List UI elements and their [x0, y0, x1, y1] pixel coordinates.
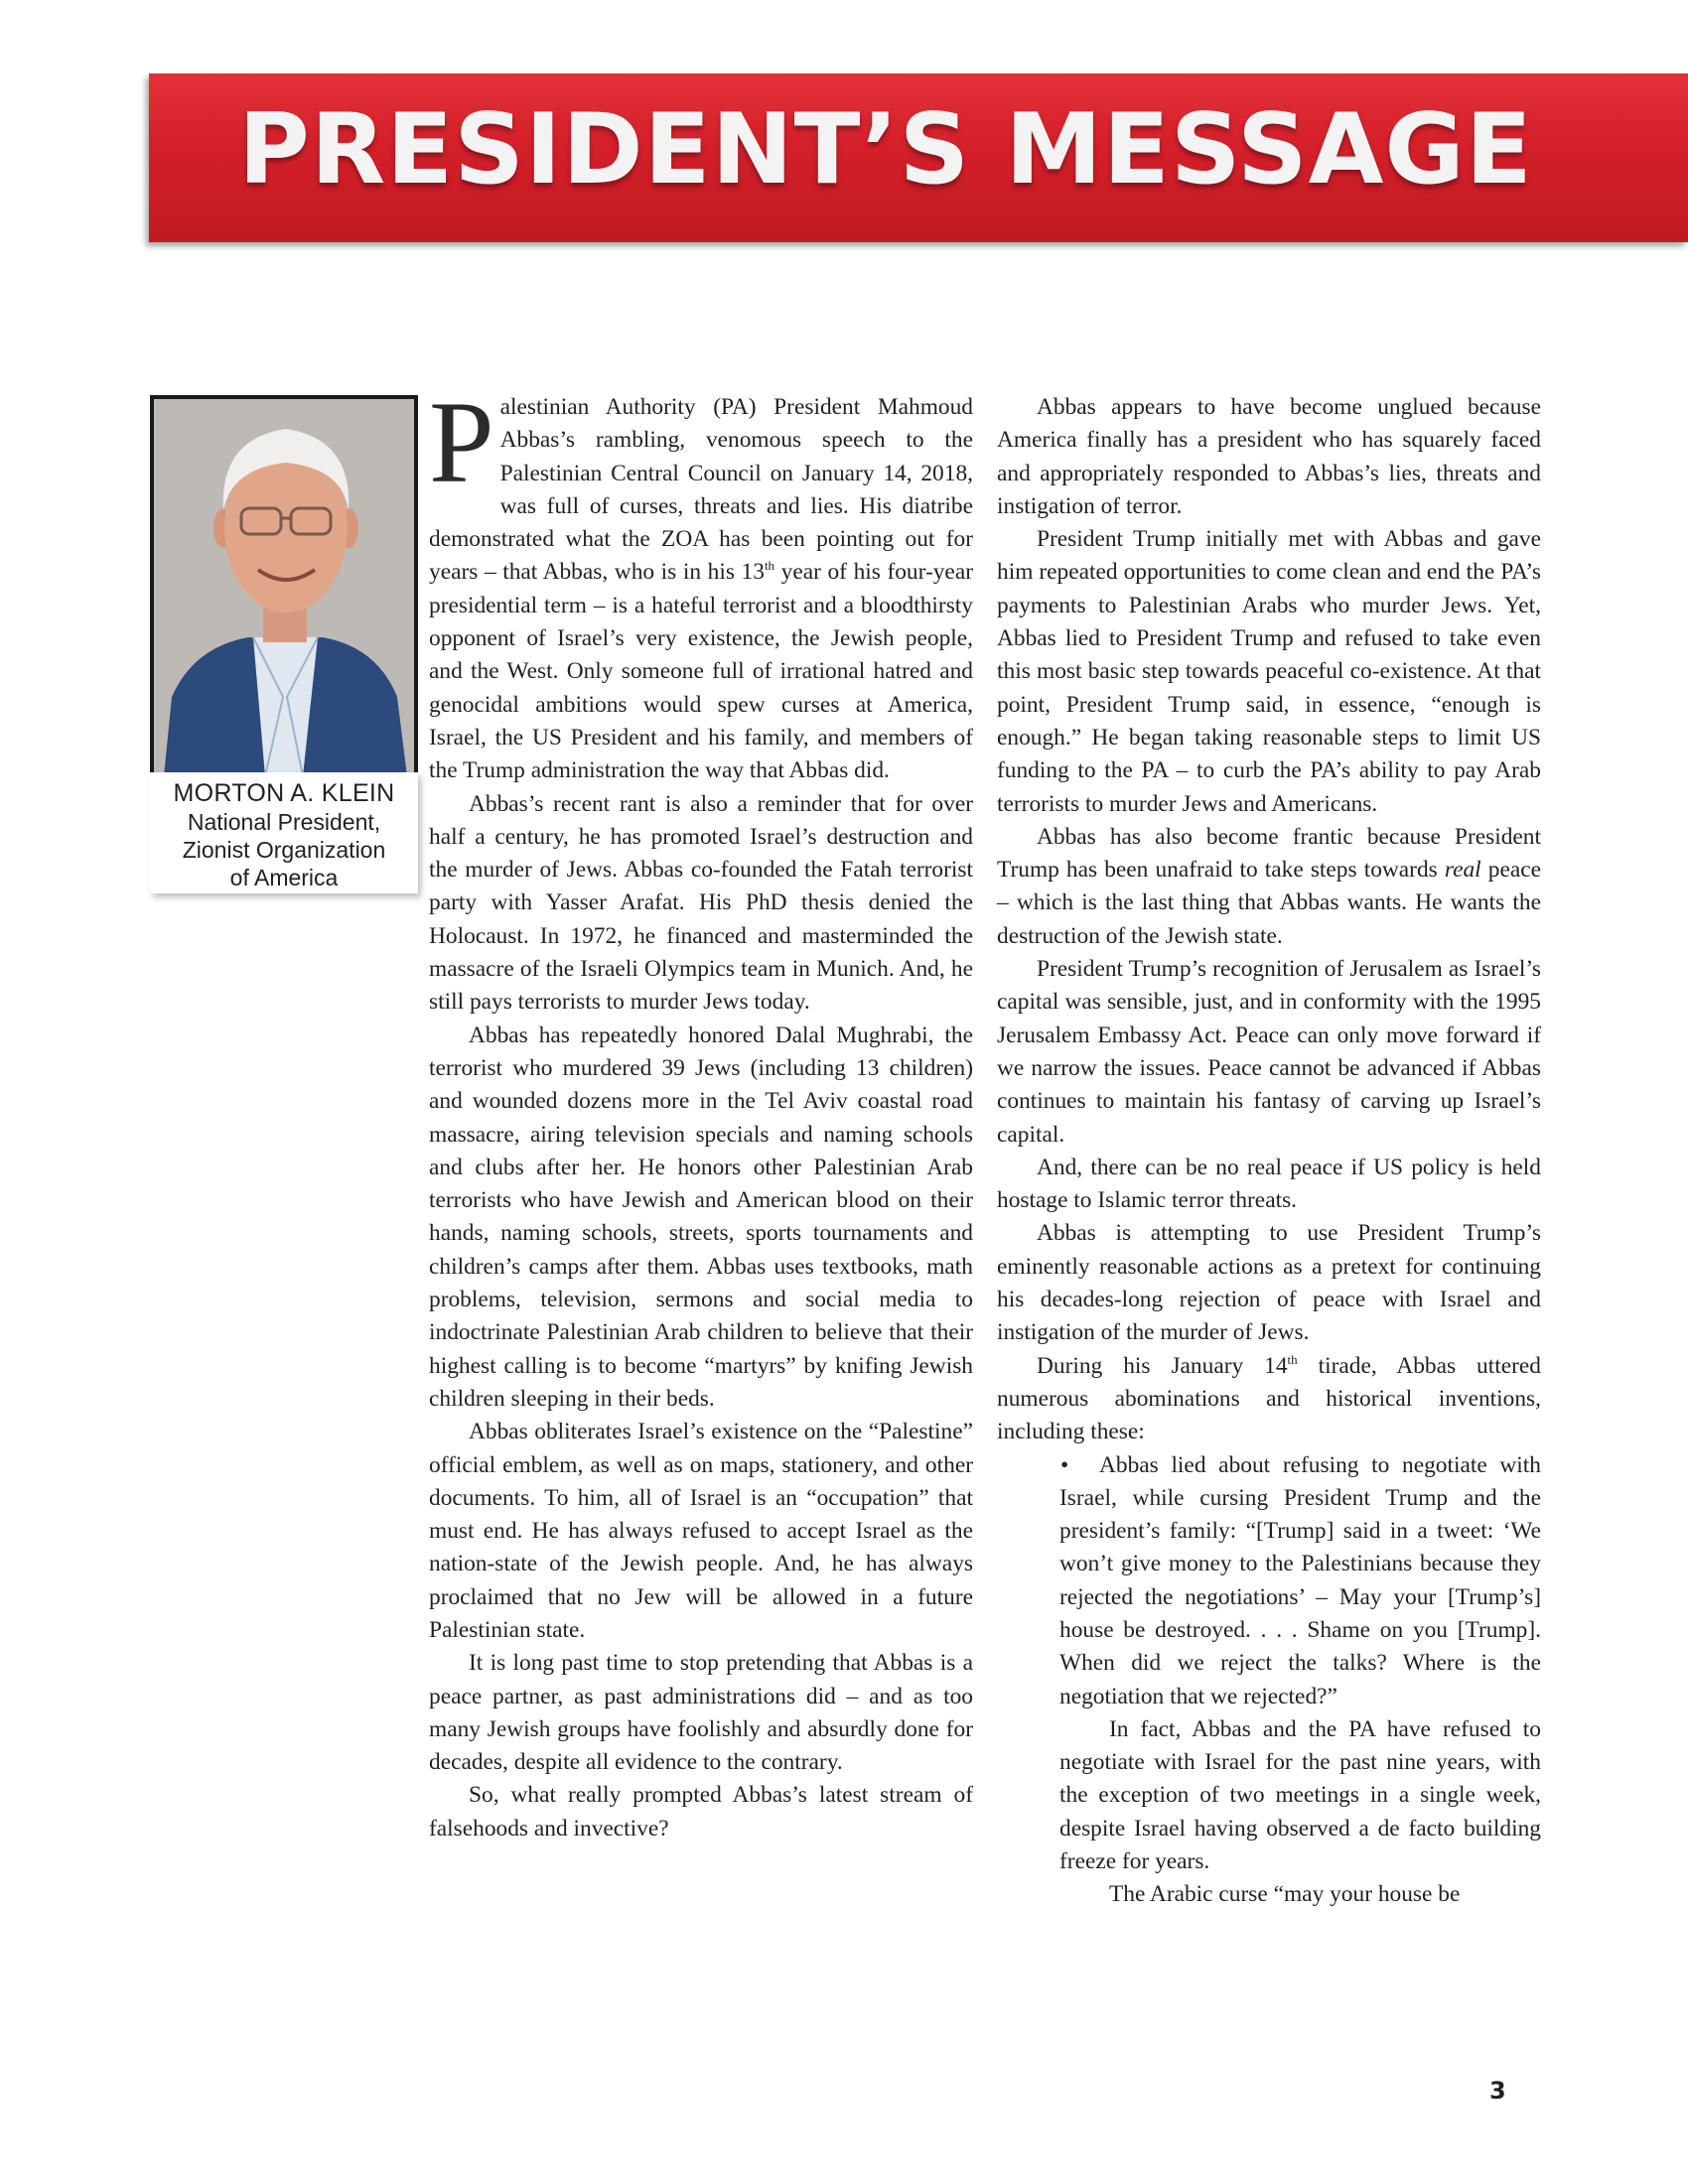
page-number: 3	[1489, 2077, 1506, 2105]
bullet-item: • Abbas lied about refusing to negotiate with Israel, while cursing President Trump and the president’s family: “[Trump] said in a tweet: ‘We won’t give money to the Palestinians because they rejected the negotiations’ – May your [Trump’s] house be destroyed. . . . Shame on you [Trump]. When did we reject the talks? Where is the negotiation that we rejected?”	[997, 1449, 1541, 1713]
author-title-line: of America	[229, 865, 339, 890]
article-paragraph: Abbas’s recent rant is also a reminder that for over half a century, he has promoted Israel’s destruction and the murder of Jews. Abbas co-founded the Fatah terrorist party with Yasser Arafat. His PhD thesis denied the Holocaust. In 1972, he financed and masterminded the massacre of the Israeli Olympics team in Munich. And, he still pays terrorists to murder Jews today.	[429, 790, 973, 1016]
author-caption	[150, 772, 418, 893]
article-paragraph: Abbas has also become frantic because President Trump has been unafraid to take steps towards real peace – which is the last thing that Abbas wants. He wants the destruction of the Jewish state.	[997, 823, 1541, 949]
page-title: PRESIDENT’S MESSAGE	[238, 93, 1533, 206]
article-paragraph: President Trump’s recognition of Jerusalem as Israel’s capital was sensible, just, and in conformity with the 1995 Jerusalem Embassy Act. Peace can only move forward if we narrow the issues. Peace cannot be advanced if Abbas continues to maintain his fantasy of carving up Israel’s capital.	[997, 956, 1541, 1148]
article-column-1	[429, 377, 973, 1845]
header-banner	[149, 73, 1688, 242]
article-paragraph: During his January 14th tirade, Abbas uttered numerous abominations and historical inventions, including these:	[997, 1351, 1541, 1445]
article-paragraph: Abbas is attempting to use President Trump’s eminently reasonable actions as a pretext for continuing his decades-long rejection of peace with Israel and instigation of the murder of Jews.	[997, 1220, 1541, 1346]
article-paragraph: It is long past time to stop pretending that Abbas is a peace partner, as past administrations did – and as too many Jewish groups have foolishly and absurdly done for decades, despite all evidence to the contrary.	[429, 1650, 973, 1776]
portrait-image	[154, 399, 414, 776]
bullet-icon: •	[1060, 1451, 1069, 1478]
article-paragraph: In fact, Abbas and the PA have refused to negotiate with Israel for the past nine years, with the exception of two meetings in a single week, despite Israel having observed a de facto building freeze for years.	[1059, 1715, 1541, 1875]
article-paragraph: Palestinian Authority (PA) President Mahmoud Abbas’s rambling, venomous speech to the Palestinian Central Council on January 14, 2018, was full of curses, threats and lies. His diatribe demonstrated what the ZOA has been pointing out for years – that Abbas, who is in his 13th year of his four-year presidential term – is a hateful terrorist and a bloodthirsty opponent of Israel’s very existence, the Jewish people, and the West. Only someone full of irrational hatred and genocidal ambitions would spew curses at America, Israel, the US President and his family, and members of the Trump administration the way that Abbas did.	[429, 377, 973, 784]
author-name: MORTON A. KLEIN	[173, 779, 395, 807]
drop-cap: P	[429, 377, 494, 507]
article-paragraph: Abbas obliterates Israel’s existence on the “Palestine” official emblem, as well as on maps, stationery, and other documents. To him, all of Israel is an “occupation” that must end. He has always refused to accept Israel as the nation-state of the Jewish people. And, he has always proclaimed that no Jew will be allowed in a future Palestinian state.	[429, 1419, 973, 1643]
article-paragraph: And, there can be no real peace if US policy is held hostage to Islamic terror threats.	[997, 1154, 1541, 1214]
author-title-line: Zionist Organization	[182, 837, 386, 863]
article-paragraph: The Arabic curse “may your house be	[1109, 1881, 1461, 1908]
article-paragraph: Abbas appears to have become unglued because America finally has a president who has squarely faced and appropriately responded to Abbas’s lies, threats and instigation of terror.	[997, 394, 1541, 519]
article-paragraph: So, what really prompted Abbas’s latest stream of falsehoods and invective?	[429, 1782, 973, 1842]
article-paragraph: President Trump initially met with Abbas and gave him repeated opportunities to come clean and end the PA’s payments to Palestinian Arabs who murder Jews. Yet, Abbas lied to President Trump and refused to take even this most basic step towards peaceful co-existence. At that point, President Trump said, in essence, “enough is enough.” He began taking reasonable steps to limit US funding to the PA – to curb the PA’s ability to pay Arab terrorists to murder Jews and Americans.	[997, 526, 1541, 817]
article-column-2	[997, 391, 1541, 1912]
author-photo	[150, 395, 418, 780]
author-title-line: National President,	[187, 809, 381, 835]
article-paragraph: Abbas has repeatedly honored Dalal Mughrabi, the terrorist who murdered 39 Jews (including 13 children) and wounded dozens more in the Tel Aviv coastal road massacre, airing television specials and naming schools and clubs after her. He honors other Palestinian Arab terrorists who have Jewish and American blood on their hands, naming schools, streets, sports tournaments and children’s camps after them. Abbas uses textbooks, math problems, television, sermons and social media to indoctrinate Palestinian Arab children to believe that their highest calling is to become “martyrs” by knifing Jewish children sleeping in their beds.	[429, 1022, 973, 1412]
